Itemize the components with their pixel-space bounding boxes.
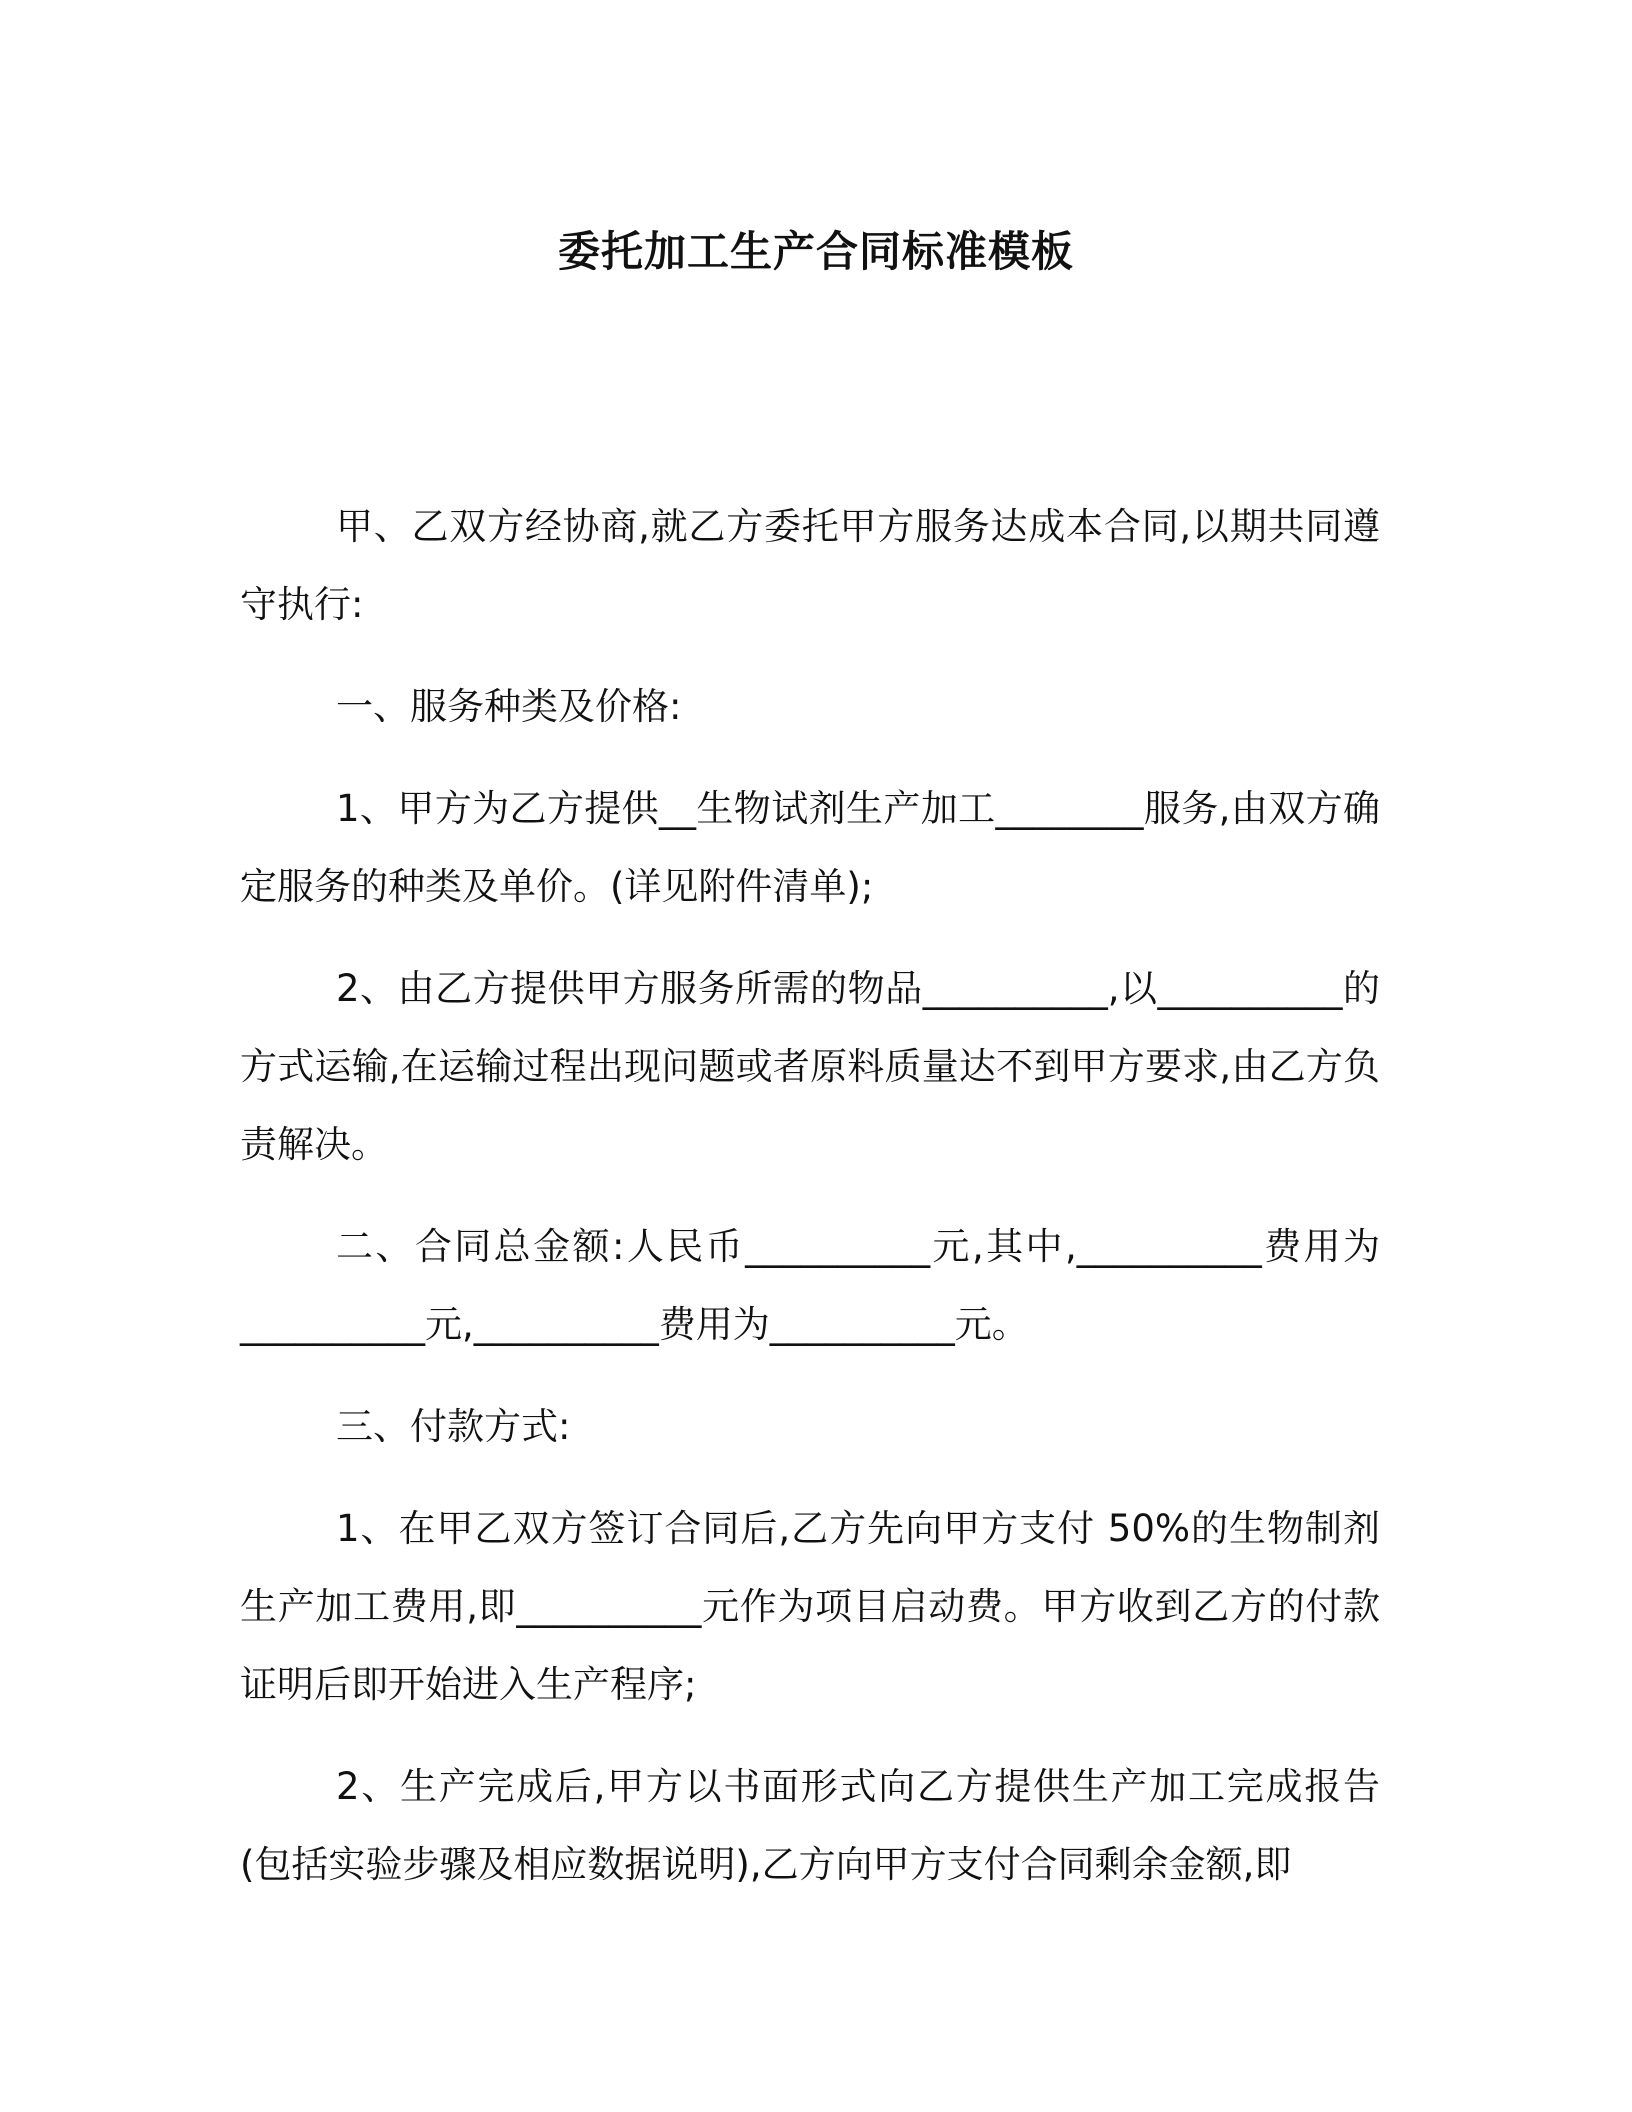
section-1-heading: 一、服务种类及价格: [336,685,682,728]
document-title: 委托加工生产合同标准模板 [557,227,1074,276]
section-3-heading: 三、付款方式: [336,1405,571,1448]
section-1-clause-1: 1、甲方为乙方提供__生物试剂生产加工________服务,由双方确定服务的种类及单价。(详见附件清单); [240,787,1380,908]
section-2-total-amount: 二、合同总金额:人民币__________元,其中,__________费用为__________元,__________费用为__________元。 [240,1225,1380,1346]
section-3-clause-2: 2、生产完成后,甲方以书面形式向乙方提供生产加工完成报告(包括实验步骤及相应数据说明),乙方向甲方支付合同剩余金额,即 [240,1765,1380,1886]
intro-paragraph: 甲、乙双方经协商,就乙方委托甲方服务达成本合同,以期共同遵守执行: [240,505,1380,626]
section-1-clause-2: 2、由乙方提供甲方服务所需的物品__________,以__________的方式运输,在运输过程出现问题或者原料质量达不到甲方要求,由乙方负责解决。 [240,967,1380,1166]
section-3-clause-1: 1、在甲乙双方签订合同后,乙方先向甲方支付 50%的生物制剂生产加工费用,即__________元作为项目启动费。甲方收到乙方的付款证明后即开始进入生产程序; [240,1507,1380,1706]
document-body [240,488,1380,1928]
